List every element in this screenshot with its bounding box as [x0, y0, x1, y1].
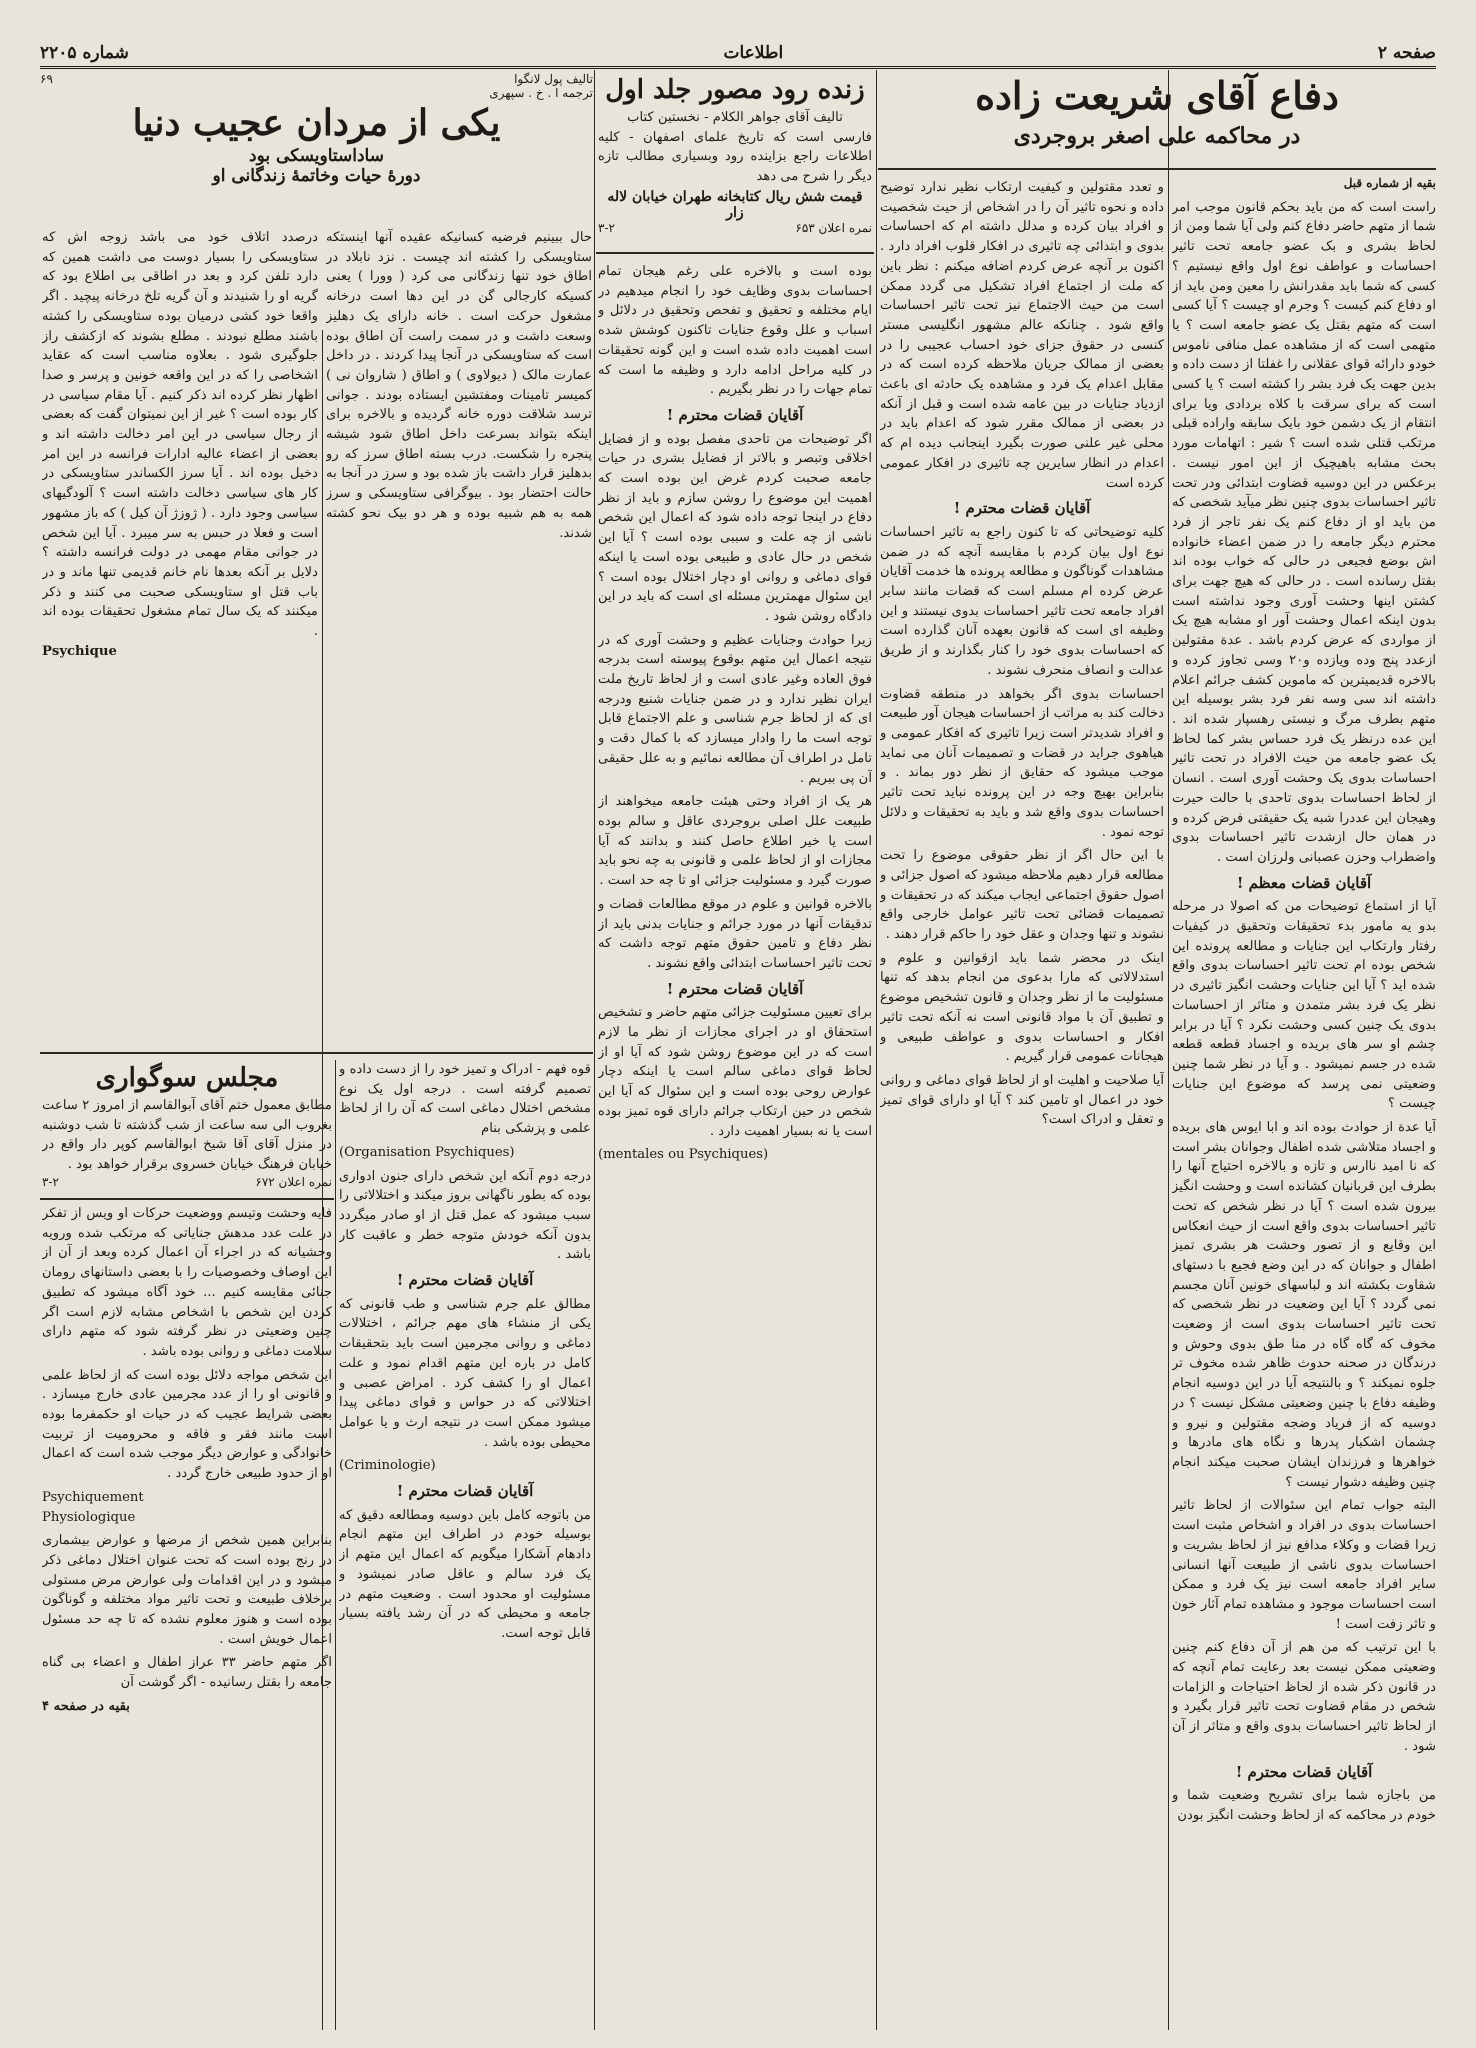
section-rule [40, 1198, 334, 1200]
paper-name: اطلاعات [723, 43, 784, 63]
paragraph: آیا از استماع توضیحات من که اصولا در مرحله بدو یه مامور بدء تحقیقات وتحقیق در کیفیات رفتار وارتکاب این جنایات و مطالعه پرونده این شخص بوده ام تحت تاثیر احساسات بدوی واقع شده اید ؟ آیا این جنایات وحشت انگیز تاثیری در نظر یک فرد بشر متمدن و متاثر از احساسات بدوی یک چنین کسی وحشت نکرد ؟ آیا در برابر چشم او سر های بریده و اجساد قطعه قطعه شده در جسم نمیشود . و آیا در نظر شما چنین وضعیتی نمی پرسد که موضوع این جنایات چیست ؟ [1172, 899, 1436, 1112]
paragraph: هر یک از افراد وحتی هیئت جامعه میخواهند از طبیعت علل اصلی بروجردی عاقل و سالم بوده است یا خیر اطلاع حاصل کنند و بدانند که آیا مجازات او از لحاظ علمی و قانونی به چه نحو باید صورت گیرد و مسئولیت جزائی او تا چه حد است . [598, 794, 872, 889]
mourning-notice [42, 1060, 332, 1196]
section-heading: آقایان قضات محترم ! [666, 979, 804, 998]
ad-number: نمره اعلان ۶۷۲ [255, 1174, 332, 1189]
article-defense-header [878, 72, 1436, 168]
paragraph: درصدد اتلاف خود می باشد زوجه اش که ستاویسکی را بسیار دوست می داشت همین که دارد تلفن کرد و بعد در اطاقی بی اطلاع بود که گریه او را شنیدند و آن گریه تلخ درخانه پیچید . اگر واقعا خود کشی درمیان بوده ستاویسکی را کشته باشند مطلع نبودند . مطلع بشوند که ازکشف راز جلوگیری شود . بعلاوه مناسب است که عقاید اشخاصی را که در این واقعه خونین و پرسر و صدا اظهار نظر کرده اند ذکر کنیم . آیا مقام سیاسی در کار بوده است ؟ غیر از این نمیتوان گفت که بعضی از رجال سیاسی در این امر دخالت داشته اند و بعضی از اعضاء عالیه ادارات فرانسه در این امر دخیل بوده اند . آیا سرز الکساندر ستاویسکی در کار های سیاسی دخالت داشته است ؟ آلودگیهای سیاسی وجود دارد . ( ژوزژ آن کیل ) که باز مشهور است و فعلا در حبس به سر میبرد . آیا این شخص در جوانی مقام مهمی در دولت فرانسه داشته ؟ دلایل بر آنکه بعدها نام خانم قدیمی تنها ماند و در باب قتل او ستاویسکی صحبت می کنند و ذکر میکنند که یک سال تمام مشغول تحقیقات بوده اند . [42, 230, 318, 640]
ad-code: ۳-۲ [598, 220, 615, 235]
article-stavisky-col-b [42, 228, 318, 1048]
paragraph: قوه فهم - ادراک و تمیز خود را از دست داده و تصمیم گرفته است . درجه اول یک نوع مشخص اختلال دماغی است که آن را از لحاظ علمی و پزشکی بنام [339, 1062, 591, 1137]
paragraph: برای تعیین مسئولیت جزائی متهم حاضر و تشخیص استحقاق او در اجرای مجازات از نظر ما لازم است که در این موضوع روشن شود که آیا او از لحاظ قوای دماغی سالم است یا اینکه دچار عوارض روحی بوده است و این سئوال که آیا این شخص در حین ارتکاب جرائم دارای قوه تمیز بوده است یا نه بسیار اهمیت دارد . [598, 1005, 872, 1139]
paragraph: راست است که من باید بحکم قانون موجب امر شما از متهم حاضر دفاع کنم ولی آیا شما ومن از لحاظ بشری و بک عضو جامعه تحت تاثیر احساسات و عواطف نوع اول واقع نیستیم ؟ کسی که شما باید مقدرانش را معین ومن باید از او دفاع کنم کیست ؟ وجرم او چیست ؟ آیا کسی است که متهم بقتل یک عضو جامعه است ؟ یا متهمی است که از مشاهده عمل منافی ناموس خودو دارائه قوای عقلانی را غفلتا از دست داده و بدین جهت یک فرد بشر را کشته است ؟ یا کسی است که برای سرقت با کلاه بردادی ویا برای انتقام از یک دشمن خود بایک سابقه واراده قبلی مرتکب قتلی شده است ؟ شیر : اتهامات مورد بحث مشابه باهیچیک از این امور نیست . برعکس در این دوسیه قضاوت ابتدائی ودر تحت تاثیر احساسات بدوی چنین نظر میآید شخصی که من باید او از دفاع کنم یک نفر تاجر از فرد محترم دیگر جامعه را در ضمن اعضاء خانواده اش بوضع فجیعی در حالی که خواب بوده اند بقتل رسانده است . در حالی که هیچ جهت برای کشتن اینها وحشت آوری وجود نداشته است بدون اینکه اعمال وحشت آور او مشابه هیچ یک از مواردی که عرض کردم باشد . عدة مقتولین ازعدد پنج وده ویازده و۲۰ وسی تجاوز کرده و بالاخره قدیمیترین که ماموین کشف جرائم اعلام داشته اند سی وسه نفر فرد بشر بوسیله این متهم بطرف مرگ و نیستی رهسپار شده اند . این عده درنظر یک فرد حساس بشر کما لحاظ یک عضو جامعه من حیث الافراد در تحت تاثیر احساسات بدوی یک وحشت آوری است . انسان از لحاظ احساسات بدوی تاحدی با حالت حیرت وهیجان این عددرا شبه یک حقیقتی فرض کرده و در همان حال ازشدت تاثیر احساسات بدوی واضطراب وحزن عصبانی ولرزان است . [1172, 199, 1436, 865]
book-description: فارسی است که تاریخ علمای اصفهان - کلیه اطلاعات راجع بزاینده رود وبسیاری مطالب تازه دیگر را شرح می دهد [598, 129, 872, 185]
article-title: دفاع آقای شریعت زاده [975, 73, 1339, 118]
article-author: تالیف پول لانگوا [514, 72, 593, 86]
paragraph: اینک در محضر شما باید ازقوانین و علوم و استدلالاتی که مارا بدعوی من انجام بدهد که تنها مسئولیت ما از نظر وجدان و قانون تشخیص موضوع و تطبیق آن با مواد قانونی است نه آنکه تحت تاثیر افکار و احساسات بدوی و عواطف طبیعی و هیجانات عمومی قرار گیریم . [880, 950, 1164, 1065]
section-heading: آقایان قضات معظم ! [1236, 873, 1372, 892]
paragraph: البته جواب تمام این سئوالات از لحاظ تاثیر احساسات بدوی در افراد و اشخاص مثبت است زیرا قضات و وکلاء مدافع نیز از لحاظ بشریت و احساسات بدوی ناشی از طبیعت آنها انسانی سایر افراد جامعه است نیز یک فرد و ممکن است احساسات موجود و مشاهده تمام آثار خون و تاثر زفت است ! [1172, 1498, 1436, 1632]
paragraph: فایه وحشت وتیسم ووضعیت حرکات او ویس از تفکر در علت عدد مدهش جنایاتی که مرتکب شده ورویه وحشیانه که در اجراء آن اعمال کرده وبعد از آن از این اوصاف وخصوصیات را با بعضی داستانهای رومان جنائی مقایسه کنیم ... خود آگاه میشود که تطبیق کردن این شخص با اشخاص مشابه لازم است اگر چنین وضعیتی در نظر گرفته شود که متهم دارای سلامت دماغی و روانی بوده باشد . [42, 1206, 332, 1359]
article-title: یکی از مردان عجیب دنیا [132, 102, 501, 144]
section-heading: آقایان قضات محترم ! [666, 405, 804, 424]
continued-note: بقیه در صفحه ۴ [42, 1698, 130, 1714]
paragraph: من باجازه شما برای تشریح وضعیت شما و خودم در محاکمه که از لحاظ وحشت انگیز بودن [1172, 1788, 1436, 1823]
article-stavisky-header [40, 72, 593, 222]
column-rule [876, 70, 877, 2030]
page-label: صفحه ۲ [1377, 43, 1436, 63]
paragraph: با این حال اگر از نظر حقوقی موضوع را تحت مطالعه قرار دهیم ملاحظه میشود که اصول جزائی و اصول حقوق اجتماعی ایجاب میکند که در تحقیقات و تصمیمات قضائی تحت تاثیر عوامل خارجی واقع نشوند و تنها وجدان و عقل خود را حاکم قرار دهند . [880, 848, 1164, 943]
serial-number: ۶۹ [40, 72, 53, 86]
article-subtitle: دورۀ حیات وخاتمۀ زندگانی او [212, 166, 421, 186]
issue-label: شماره ۲۲۰۵ [40, 43, 129, 63]
latin-term: (Criminologie) [339, 1458, 436, 1474]
paragraph: آیا صلاحیت و اهلیت او از لحاظ قوای دماغی و روانی خود در اعمال او تامین کند ؟ آیا او دارای قوای تمیز و تعقل و ادراک است؟ [880, 1072, 1164, 1128]
paragraph: بوده است و بالاخره علی رغم هیجان تمام احساسات بدوی وظایف خود را انجام میدهیم در ایام مختلفه و تحقیق و تفحص وتحقیق در دلائل و اسباب و علل وقوع جنایات تاکنون کوشش شده است اهمیت داده شده است و این گونه تحقیقات در کلیه مراحل ادامه دارد و وظیفه ما است که تمام جهات را در نظر بگیریم . [598, 264, 872, 398]
latin-term: (mentales ou Psychiques) [598, 1147, 769, 1163]
masthead [40, 40, 1436, 69]
paragraph: زیرا حوادث وجنایات عظیم و وحشت آوری که در نتیجه اعمال این متهم بوقوع پیوسته است بدرجه فوق العاده وغیر عادی است و از لحاظ تاریخ ملت ایران نظیر ندارد و در ضمن جنایات شنیع ودرجه ای که از لحاظ جرم شناسی و علم الاجتماع قابل توجه است ما را وادار میسازد که با کمال دقت و تامل در اطراف آن مطالعه نمائیم و به علل حقیقی آن پی ببریم . [598, 632, 872, 786]
paragraph: بنابراین همین شخص از مرضها و عوارض بیشماری در رنج بوده است که تحت عنوان اختلال دماغی ذکر میشود و در این اقدامات ولی عوارض مرض مستولی برخلاف طبیعت و تحت تاثیر مواد مختلفه و گوناگون بوده است و هنوز معلوم نشده که تا چه حد مسئول اعمال خویش است . [42, 1533, 332, 1647]
paragraph: مطالق علم جرم شناسی و طب قانونی که یکی از منشاء های مهم جرائم ، اختلالات دماغی و روانی مجرمین است باید بتحقیقات کامل در باره این متهم اقدام نمود و علت اعمال او را کشف کرد . امراض عصبی و اختلالاتی که در حواس و قوای دماغی پیدا میشود ممکن است در نتیجه ارث و یا عوامل محیطی بوده باشد . [339, 1296, 591, 1450]
book-advertisement [598, 72, 872, 250]
section-heading: آقایان قضات محترم ! [953, 499, 1091, 518]
book-price: قیمت شش ریال کتابخانه طهران خیابان لاله زار [607, 188, 863, 221]
ad-number: نمره اعلان ۶۵۳ [795, 220, 872, 235]
column-rule [594, 70, 595, 2030]
section-rule [596, 252, 874, 254]
article-continuation-left [42, 1204, 332, 2030]
article-defense-col3 [598, 258, 872, 2030]
column-rule [335, 1060, 336, 2030]
paragraph: این شخص مواجه دلائل بوده است که از لحاظ علمی و قانونی او را از عدد مجرمین عادی خارج میسازد . بعضی شرایط عجیب که در حیات او حکمفرما بوده است مانند فقر و فاقه و محرومیت از تربیت خانوادگی و عوارض دیگر موجب شده است که اعمال او از حدود طبیعی خارج گردد . [42, 1367, 332, 1482]
article-translator: ترجمه ا . خ . سپهری [489, 86, 593, 100]
latin-term: (Organisation Psychiques) [339, 1144, 515, 1160]
book-title: زنده رود مصور جلد اول [605, 75, 865, 105]
paragraph: من باتوجه کامل باین دوسیه ومطالعه دقیق که بوسیله خودم در اطراف این متهم انجام دادهام آشکارا میگویم که اعمال این متهم از یک فرد سالم و عاقل صادر نمیشود و مسئولیت او محدود است . وضعیت متهم در جامعه و محیطی که در آن رشد یافته بسیار قابل توجه است. [339, 1507, 591, 1641]
latin-term: Physiologique [42, 1509, 136, 1525]
paragraph: با این ترتیب که من هم از آن دفاع کنم چنین وضعیتی ممکن نیست بعد رعایت تمام آنچه که در قانون ذکر شده از لحاظ احتیاجات و الزامات شخص در مقام قضاوت تحت تاثیر قرار بگیرد و از لحاظ تاثیر احساسات بدوی واقع و متاثر از آن شود . [1172, 1640, 1436, 1754]
paragraph: اگر متهم حاضر ۳۳ عراز اطفال و اعضاء بی گناه جامعه را بقتل رسانیده - اگر گوشت آن [42, 1655, 332, 1691]
column-rule [1168, 70, 1169, 2030]
paragraph: حال ببینیم فرضیه کسانیکه عقیده آنها اینستکه ستاویسکی را کشته اند چیست . نزد نابلاد در اطاق خود تنها زندگانی می کرد ( وورا ) یعنی کسیکه کارجالی گن در این دها است درخانه مشغول حرکت است . خانه دارای یک دهلیز وسعت داشت و در سمت راست آن اطاق بوده است که ستاویسکی در آنجا پیدا کردند . در داخل عمارت مالک ( دیولاوی ) و اطاق ( شاروان نی ) کمیسر تامینات ومفتشین ایستاده بودند . جوانی ترسد شلاقت دوره خانه گردیده و بالاخره برای اینکه بتواند بسرعت داخل اطاق شود شیشه پنجره را شکست. درب بسته اطاق سرز که رو بدهلیز قرار داشت باز شده بود و سرز در آنجا به حالت احتضار بود . بیوگرافی ستاویسکی و سرز همه به هم شبیه بوده و هر دو بیک نحو کشته شدند. [326, 230, 592, 541]
article-defense-col1 [1172, 174, 1436, 2030]
paragraph: اگر توضیحات من تاحدی مفصل بوده و از فضایل اخلاقی وتبصر و بالاتر از فضایل بشری در حیات جامعه صحبت کردم غرض این بوده است که اهمیت این موضوع را روشن سازم و باید از نظر دفاع در اینجا توجه داده شود که اعمال این شخص ناشی از چه علت و سببی بوده است ؟ آیا این شخص در حال عادی و طبیعی بوده است یا اینکه قوای دماغی و روانی او دچار اختلال بوده است ؟ این سئوال مهمترین مسئله ای است که باید در این دادگاه روشن شود . [598, 431, 872, 624]
notice-title: مجلس سوگواری [95, 1063, 279, 1093]
notice-text: مطابق معمول ختم آقای آبوالقاسم از امروز ۲ ساعت بغروب الی سه ساعت از شب گذشته تا شب دوشنبه در منزل آقای آقا شیخ ابوالقاسم کوپر دار واقع در خیابان فرهنگ خیابان خسروی برقرار خواهد بود . [42, 1098, 332, 1173]
paragraph: کلیه توضیحاتی که تا کنون راجع به تاثیر احساسات نوع اول بیان کردم با مقایسه آنچه که در ضمن مشاهدات گوناگون و مطالعه پرونده ها خدمت آقایان عرض کرده ام مسلم است که قضات مانند سایر افراد جامعه تحت تاثیر احساسات بدوی نیستند و این وظیفه ای است که قانون بعهده آنان گذارده است که احساسات بدوی خود را کنار بگذارند و از طریق عدالت و انصاف منحرف نشوند . [880, 524, 1164, 678]
section-rule [40, 1052, 593, 1054]
paragraph: و تعدد مقتولین و کیفیت ارتکاب نظیر ندارد توضیح داده و نحوه تاثیر آن را در اشخاص از حیث شخصیت و افراد بیان کرده و مدلل داشته ام که احساسات بدوی و ابتدائی چه تاثیری در افکار قلوب افراد دارد . اکنون بر آنچه عرض کردم اضافه میکنم : نظر باین که ملت از اجتماع افراد تشکیل می گردد ممکن است من حیث الاجتماع نیز تحت تاثیر احساسات واقع شود . چنانکه عالم مشهور انگلیسی مستر کنسی در حقوق جزای خود احساب عجیبی را در بعضی از ممالک جریان ملاحظه کرده است که در مقابل اعدام یک فرد و مشاهده یک حادثه ای باعث ازدیاد جنایات در بین عامه شده است و قبل از آنکه در بعضی از ممالک مقرر شود که اعدام باید در محلی غیر علنی صورت بگیرد اینجانب دیده ام که اعدام در انظار سایرین چه تاثیری در افکار عمومی کرده است [880, 180, 1164, 491]
continuation-note: بقیه از شماره قبل [1343, 176, 1436, 190]
book-author: تالیف آقای جواهر الکلام - نخستین کتاب [627, 110, 843, 125]
paragraph: آیا عدة از حوادث بوده اند و ابا ایوس های بریده و اجساد متلاشی شده اطفال وجوانان بشر است که نا امید ناارس و تازه و بالاخره احتیاج آنها را بطرف این قربانیان کشانده است و وحشت انگیز بیرون شده است ؟ آیا در نظر شخص که تحت تاثیر احساسات بدوی واقع است از حیث انعکاس این وقایع و از تصور وحشت هر بشری تمیز اطفال و جوانان که در این وضع فجیع با دستهای شقاوت بکشته اند و لباسهای خونین آنان مجسم نمی گردد ؟ آیا این وضعیت در نظر شخصی که تحت تاثیر احساسات بدوی است از وضعیت مخوف که گاه گاه در منا طق بدوی وحوش و درندگان در صحنه حدوث ظاهر شده مخوف تر جلوه نمیکند ؟ و بالنتیجه آیا در این دوسیه انجام وظیفه دفاع با چنین وضعیتی مشکل نیست ؟ در دوسیه که از فریاد وضجه مقتولین و نیرو و چشمان اشکبار پدرها و نگاه های مادرها و خواهرها و فرزندان ایشان صحبت میکند انجام چنین وظیفه دشوار نیست ؟ [1172, 1120, 1436, 1490]
latin-term: Psychiquement [42, 1489, 144, 1505]
article-continuation-middle [339, 1060, 591, 2030]
section-rule [878, 168, 1436, 170]
article-defense-col2 [880, 174, 1164, 2030]
article-subtitle: در محاکمه علی اصغر بروجردی [1013, 123, 1301, 149]
paragraph: احساسات بدوی اگر بخواهد در منطقه قضاوت دخالت کند به مراتب از احساسات هیجان آور طبیعت و افراد شدیدتر است زیرا تاثیری که افکار عمومی و هیاهوی جراید در قضات و تصمیمات آنان می نماید موجب میشود که حقایق از نظر دور بماند . و بنابراین بهیچ وجه در این پرونده نباید تحت تاثیر احساسات بدوی واقع شد و باید به تحقیقات و دلائل توجه نمود . [880, 686, 1164, 840]
paragraph: درجه دوم آنکه این شخص دارای جنون ادواری بوده که بطور ناگهانی بروز میکند و اختلالاتی را سبب میشود که عمل قتل از او صادر میگردد بدون آنکه خودش متوجه خطر و عاقبت کار باشد . [339, 1168, 591, 1263]
section-heading: آقایان قضات محترم ! [396, 1482, 534, 1501]
paragraph: بالاخره قوانین و علوم در موقع مطالعات قضات و تدقیقات آنها در مورد جرائم و جنایات بدنی باید از نظر دفاع و تامین حقوق متهم توجه داشت که تحت تاثیر احساسات ابتدائی واقع نشوند . [598, 896, 872, 971]
ad-code: ۳-۲ [42, 1174, 59, 1189]
article-stavisky-col-a [326, 228, 592, 1048]
section-heading: آقایان قضات محترم ! [396, 1271, 534, 1290]
section-heading: آقایان قضات محترم ! [1235, 1762, 1373, 1781]
article-subtitle: ساداستاویسکی بود [249, 146, 384, 166]
latin-term: Psychique [42, 643, 117, 659]
